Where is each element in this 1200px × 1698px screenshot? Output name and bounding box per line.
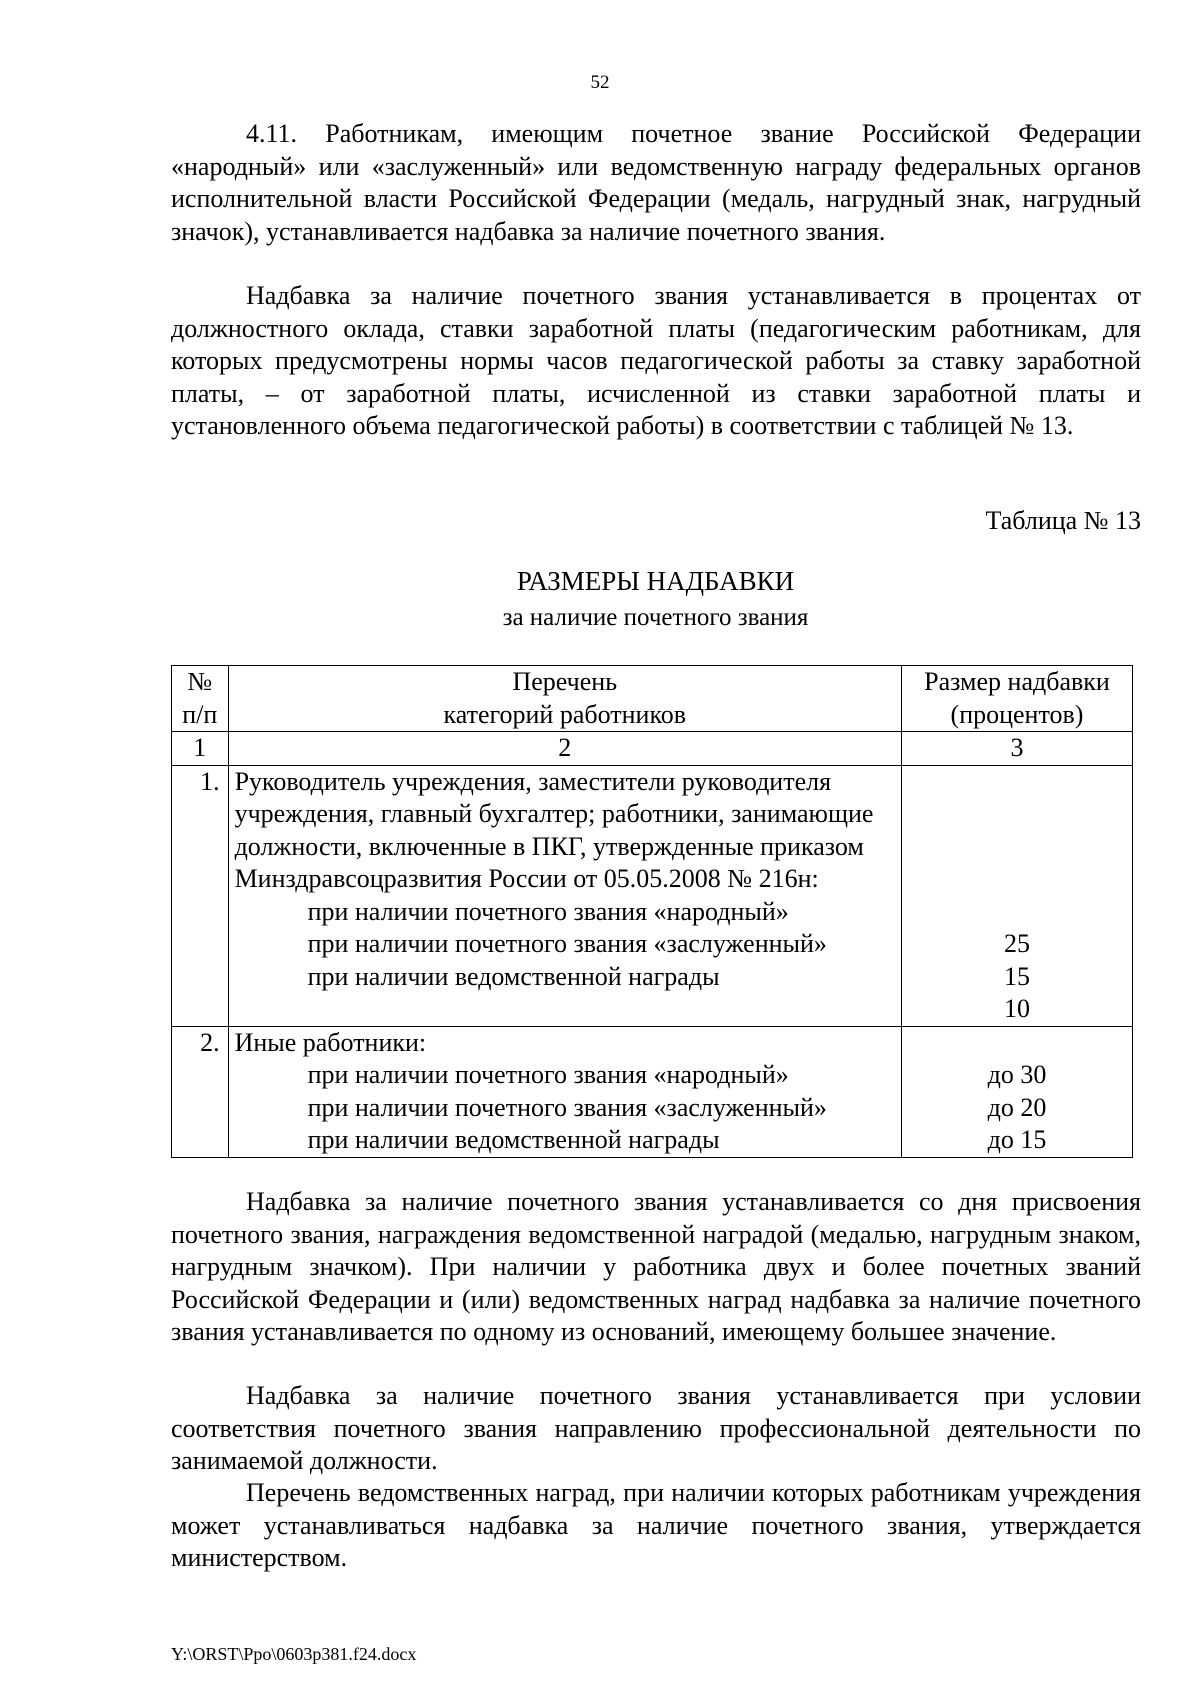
paragraph-4-11: 4.11. Работникам, имеющим почетное звание Российской Федерации «народный» или «заслуженный» или ведомственную награду федеральных органов исполнительной власти Российской Федерации (медаль, нагрудный знак, нагрудный значок), устанавливается надбавка за наличие почетного звания. xyxy=(171,119,1141,246)
table-row xyxy=(172,765,1133,1026)
row-item-value: 10 xyxy=(1003,994,1030,1023)
row-number: 1. xyxy=(172,765,229,1026)
page-number: 52 xyxy=(590,72,610,93)
header-num-line2: п/п xyxy=(182,699,218,729)
row-item-label: при наличии ведомственной награды xyxy=(307,1125,720,1154)
header-size-line1: Размер надбавки xyxy=(924,667,1110,696)
table-title: РАЗМЕРЫ НАДБАВКИ xyxy=(516,566,795,596)
row-item-label: при наличии почетного звания «заслуженный» xyxy=(307,1092,827,1122)
row-item-label: при наличии почетного звания «заслуженный» xyxy=(307,929,827,958)
row-item-value: 15 xyxy=(1003,961,1030,991)
header-category-line1: Перечень xyxy=(512,667,618,696)
table-header-row xyxy=(172,666,1133,732)
paragraph-award-list: Перечень ведомственных наград, при наличии которых работникам учреждения может устанавливаться надбавка за наличие почетного звания, утверждается министерством. xyxy=(171,1478,1141,1572)
header-size xyxy=(901,666,1132,732)
header-category-line2: категорий работников xyxy=(443,699,687,729)
table-index-row xyxy=(172,732,1133,766)
row-item-label: при наличии почетного звания «народный» xyxy=(307,1060,789,1089)
row-size xyxy=(901,1026,1132,1157)
index-cell-3: 3 xyxy=(901,732,1132,766)
table-subtitle: за наличие почетного звания xyxy=(502,604,809,631)
header-size-line2: (процентов) xyxy=(950,699,1084,729)
row-item-label: при наличии ведомственной награды xyxy=(307,961,720,991)
index-cell-2: 2 xyxy=(228,732,901,766)
row-category xyxy=(228,765,901,1026)
index-cell-1: 1 xyxy=(172,732,229,766)
row-item-value: до 30 xyxy=(987,1060,1047,1089)
paragraph-percent-basis: Надбавка за наличие почетного звания устанавливается в процентах от должностного оклада, ставки заработной платы (педагогическим работникам, для которых предусмотрены нормы часов педагогической работы за ставку заработной платы, – от заработной платы, исчисленной из ставки заработной платы и установленного объема педагогической работы) в соответствии с таблицей № 13. xyxy=(171,281,1141,440)
row-intro: Руководитель учреждения, заместители руководителя учреждения, главный бухгалтер; работники, занимающие должности, включенные в ПКГ, утвержденные приказом Минздравсоцразвития России от 05.05.2008 № 216н: xyxy=(234,766,874,893)
table-row xyxy=(172,1026,1133,1157)
table-label: Таблица № 13 xyxy=(985,506,1141,535)
row-item-label: при наличии почетного звания «народный» xyxy=(307,896,789,926)
awards-table xyxy=(171,665,1133,1158)
header-num xyxy=(172,666,229,732)
row-intro: Иные работники: xyxy=(234,1027,427,1057)
row-item-value: до 15 xyxy=(987,1125,1047,1154)
row-item-value: 25 xyxy=(1003,929,1030,958)
header-num-line1: № xyxy=(187,667,213,696)
row-category xyxy=(228,1026,901,1157)
header-category xyxy=(228,666,901,732)
row-number: 2. xyxy=(172,1026,229,1157)
paragraph-award-start: Надбавка за наличие почетного звания устанавливается со дня присвоения почетного звания, награждения ведомственной наградой (медалью, нагрудным знаком, нагрудным значком). При наличии у работника двух и более почетных званий Российской Федерации и (или) ведомственных наград надбавка за наличие почетного звания устанавливается по одному из оснований, имеющему большее значение. xyxy=(171,1187,1141,1346)
footer-file-path: Y:\ORST\Ppo\0603p381.f24.docx xyxy=(171,1644,417,1664)
row-item-value: до 20 xyxy=(987,1092,1047,1122)
paragraph-award-condition: Надбавка за наличие почетного звания устанавливается при условии соответствия почетного звания направлению профессиональной деятельности по занимаемой должности. xyxy=(171,1381,1141,1475)
row-size xyxy=(901,765,1132,1026)
